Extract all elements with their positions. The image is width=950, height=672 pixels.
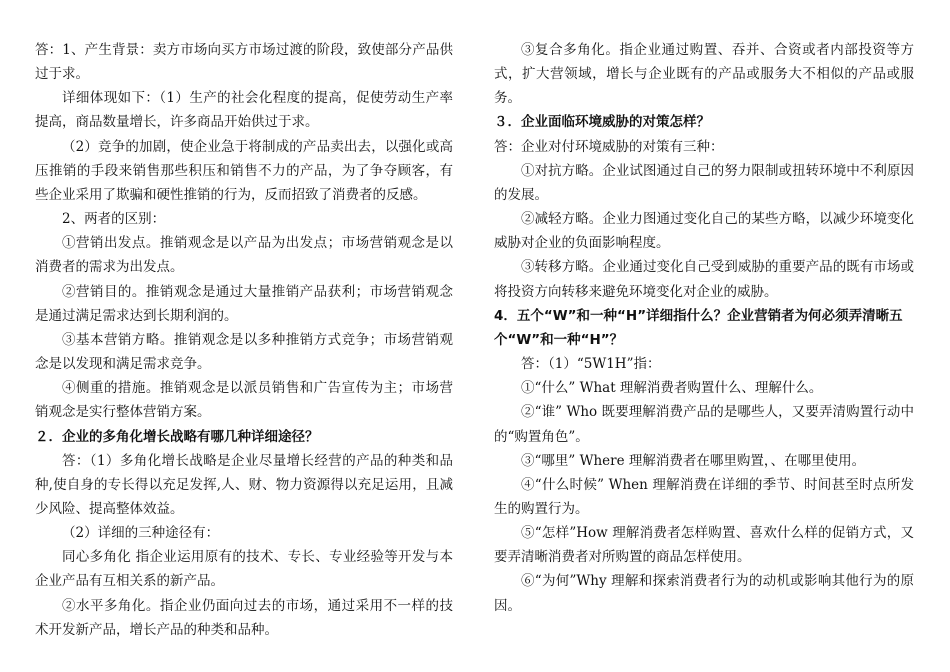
question-3-heading: ３．企业面临环境威胁的对策怎样？	[494, 114, 710, 131]
answer-1-background: 答：1、产生背景：卖方市场向买方市场过渡的阶段，致使部分产品供过于求。	[35, 42, 453, 83]
paragraph-detail-1: 详细体现如下：（1）生产的社会化程度的提高，促使劳动生产率提高，商品数量增长，许多商品开始供过于求。	[35, 90, 453, 131]
right-column	[494, 38, 914, 618]
difference-heading: 2、两者的区别：	[62, 211, 166, 228]
difference-item-2: ②营销目的。推销观念是通过大量推销产品获利；市场营销观念是通过满足需求达到长期利润的。	[35, 283, 453, 324]
5w1h-what: ①“什么” What 理解消费者购置什么、理解什么。	[521, 380, 823, 397]
5w1h-how: ⑤“怎样”How 理解消费者怎样购置、喜欢什么样的促销方式，又要弄清晰消费者对所购置的商品怎样使用。	[494, 525, 914, 566]
difference-item-1: ①营销出发点。推销观念是以产品为出发点；市场营销观念是以消费者的需求为出发点。	[35, 235, 453, 276]
left-column	[35, 38, 453, 642]
5w1h-where: ③“哪里” Where 理解消费者在哪里购置，、在哪里使用。	[521, 452, 866, 469]
answer-2-part-2: （2）详细的三种途径有：	[62, 525, 220, 542]
path-conglomerate: ③复合多角化。指企业通过购置、吞并、合资或者内部投资等方式，扩大营领域，增长与企业既有的产品或服务大不相似的产品或服务。	[494, 42, 914, 107]
5w1h-when: ④“什么时候” When 理解消费在详细的季节、时间甚至时点所发生的购置行为。	[494, 476, 914, 517]
strategy-resist: ①对抗方略。企业试图通过自己的努力限制或扭转环境中不利原因的发展。	[494, 162, 914, 203]
path-horizontal: ②水平多角化。指企业仍面向过去的市场，通过采用不一样的技术开发新产品，增长产品的种类和品种。	[35, 597, 453, 638]
question-4-heading: 4．五个“W”和一种“H”详细指什么？企业营销者为何必须弄清晰五个“W”和一种“H”？	[494, 307, 903, 348]
path-concentric: 同心多角化 指企业运用原有的技术、专长、专业经验等开发与本企业产品有互相关系的新产品。	[35, 549, 453, 590]
strategy-mitigate: ②减轻方略。企业力图通过变化自己的某些方略，以减少环境变化威胁对企业的负面影响程度。	[494, 211, 914, 252]
difference-item-4: ④侧重的措施。推销观念是以派员销售和广告宣传为主；市场营销观念是实行整体营销方案。	[35, 380, 453, 421]
5w1h-who: ②“谁” Who 既要理解消费产品的是哪些人，又要弄清购置行动中的“购置角色”。	[494, 404, 914, 445]
difference-item-3: ③基本营销方略。推销观念是以多种推销方式竞争；市场营销观念是以发现和满足需求竞争。	[35, 331, 453, 373]
answer-3-intro: 答：企业对付环境威胁的对策有三种：	[494, 138, 724, 155]
answer-2-part-1: 答：（1）多角化增长战略是企业尽量增长经营的产品的种类和品种,使自身的专长得以充足发挥,人、财、物力资源得以充足运用，且减少风险、提高整体效益。	[35, 452, 453, 517]
question-2-heading: ２．企业的多角化增长战略有哪几种详细途径？	[35, 428, 319, 445]
strategy-transfer: ③转移方略。企业通过变化自己受到威胁的重要产品的既有市场或将投资方向转移来避免环境变化对企业的威胁。	[494, 259, 914, 300]
5w1h-why: ⑥“为何”Why 理解和探索消费者行为的动机或影响其他行为的原因。	[494, 573, 914, 614]
answer-4-intro: 答：（1）“5W1H”指：	[521, 356, 661, 373]
paragraph-detail-2: （2）竞争的加剧，使企业急于将制成的产品卖出去，以强化或高压推销的手段来销售那些积压和销售不力的产品，为了争夺顾客，有些企业采用了欺骗和硬性推销的行为，反而招致了消费者的反感。	[35, 138, 453, 203]
